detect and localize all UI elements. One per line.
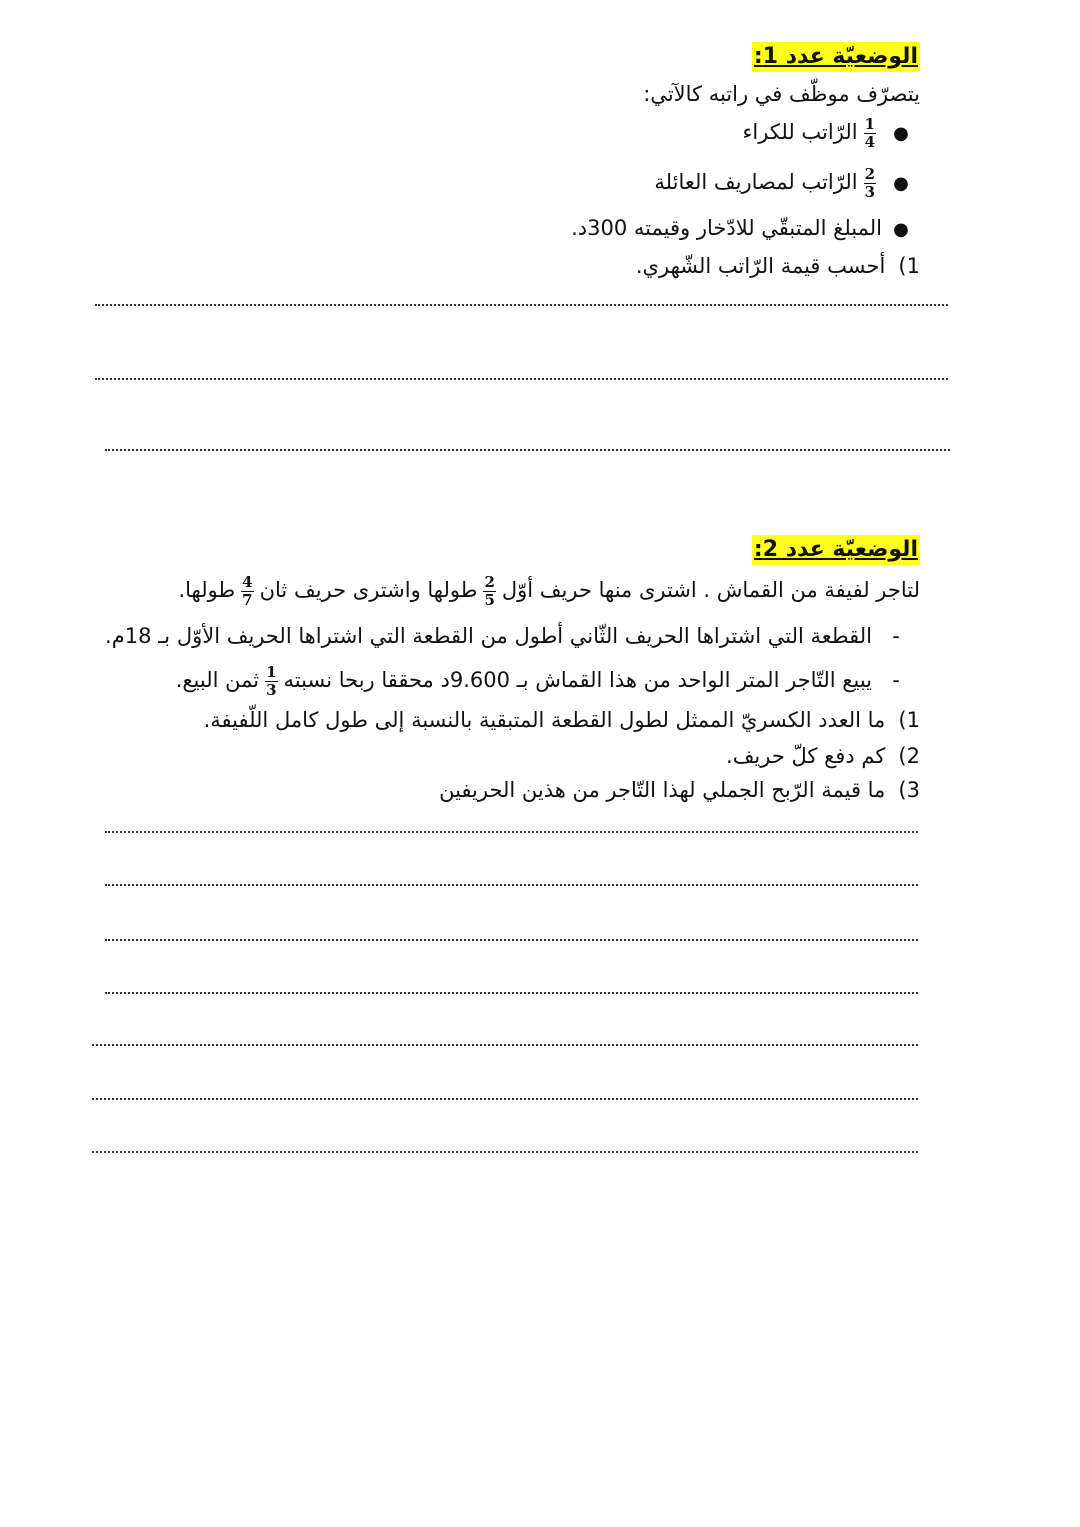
bullet-icon: ● bbox=[893, 123, 909, 144]
fraction: $\frac{1}{4}$ bbox=[864, 114, 875, 151]
fraction: $\frac{2}{5}$ bbox=[484, 572, 495, 609]
situation2-question-2 bbox=[60, 738, 920, 774]
answer-line[interactable] bbox=[105, 449, 950, 451]
question-text: ما العدد الكسريّ الممثل لطول القطعة المتبقية بالنسبة إلى طول كامل اللّفيفة. bbox=[203, 708, 886, 732]
answer-line[interactable] bbox=[92, 1098, 918, 1100]
question-number: 1) bbox=[898, 708, 920, 732]
situation2-question-3 bbox=[60, 772, 920, 808]
fraction: $\frac{4}{7}$ bbox=[242, 572, 253, 609]
question-text: أحسب قيمة الرّاتب الشّهري. bbox=[635, 254, 886, 278]
situation1-item-rent bbox=[60, 114, 920, 152]
situation2-dash-item-1: -القطعة التي اشتراها الحريف الثّاني أطول من القطعة التي اشتراها الحريف الأوّل بـ 18م. bbox=[60, 618, 920, 654]
fraction: $\frac{1}{3}$ bbox=[266, 662, 277, 699]
item-text: المبلغ المتبقّي للادّخار وقيمته 300د. bbox=[571, 216, 882, 240]
bullet-icon: ● bbox=[893, 173, 909, 194]
answer-line[interactable] bbox=[105, 992, 918, 994]
answer-line[interactable] bbox=[105, 831, 918, 833]
question-text: كم دفع كلّ حريف. bbox=[726, 744, 886, 768]
question-number: 1) bbox=[898, 254, 920, 278]
situation1-item-savings bbox=[60, 210, 920, 248]
question-number: 2) bbox=[898, 744, 920, 768]
situation1-heading: الوضعيّة عدد 1: bbox=[752, 42, 920, 72]
bullet-icon: ● bbox=[893, 219, 909, 240]
fraction: $\frac{2}{3}$ bbox=[864, 164, 875, 201]
answer-line[interactable] bbox=[95, 378, 948, 380]
answer-line[interactable] bbox=[92, 1044, 918, 1046]
dash-marker: - bbox=[892, 624, 900, 648]
answer-line[interactable] bbox=[105, 884, 918, 886]
situation2-heading: الوضعيّة عدد 2: bbox=[752, 535, 920, 565]
answer-line[interactable] bbox=[95, 304, 948, 306]
situation1-intro: يتصرّف موظّف في راتبه كالآتي: bbox=[643, 82, 920, 106]
item-text: الرّاتب لمصاريف العائلة bbox=[654, 170, 858, 194]
situation1-item-family bbox=[60, 164, 920, 202]
question-number: 3) bbox=[898, 778, 920, 802]
item-text: الرّاتب للكراء bbox=[742, 120, 858, 144]
situation2-question-1 bbox=[60, 702, 920, 738]
answer-line[interactable] bbox=[105, 939, 918, 941]
dash-marker: - bbox=[892, 668, 900, 692]
answer-line[interactable] bbox=[92, 1151, 918, 1153]
situation1-question bbox=[60, 248, 920, 284]
situation2-dash-item-2: -يبيع التّاجر المتر الواحد من هذا القماش بـ 9.600د محققا ربحا نسبته $\frac{1}{3}$ ثمن البيع. bbox=[60, 662, 920, 699]
situation2-intro: لتاجر لفيفة من القماش . اشترى منها حريف أوّل $\frac{2}{5}$ طولها واشترى حريف ثان $\frac{4}{7}$ طولها. bbox=[178, 572, 920, 609]
question-text: ما قيمة الرّبح الجملي لهذا التّاجر من هذين الحريفين bbox=[439, 778, 886, 802]
